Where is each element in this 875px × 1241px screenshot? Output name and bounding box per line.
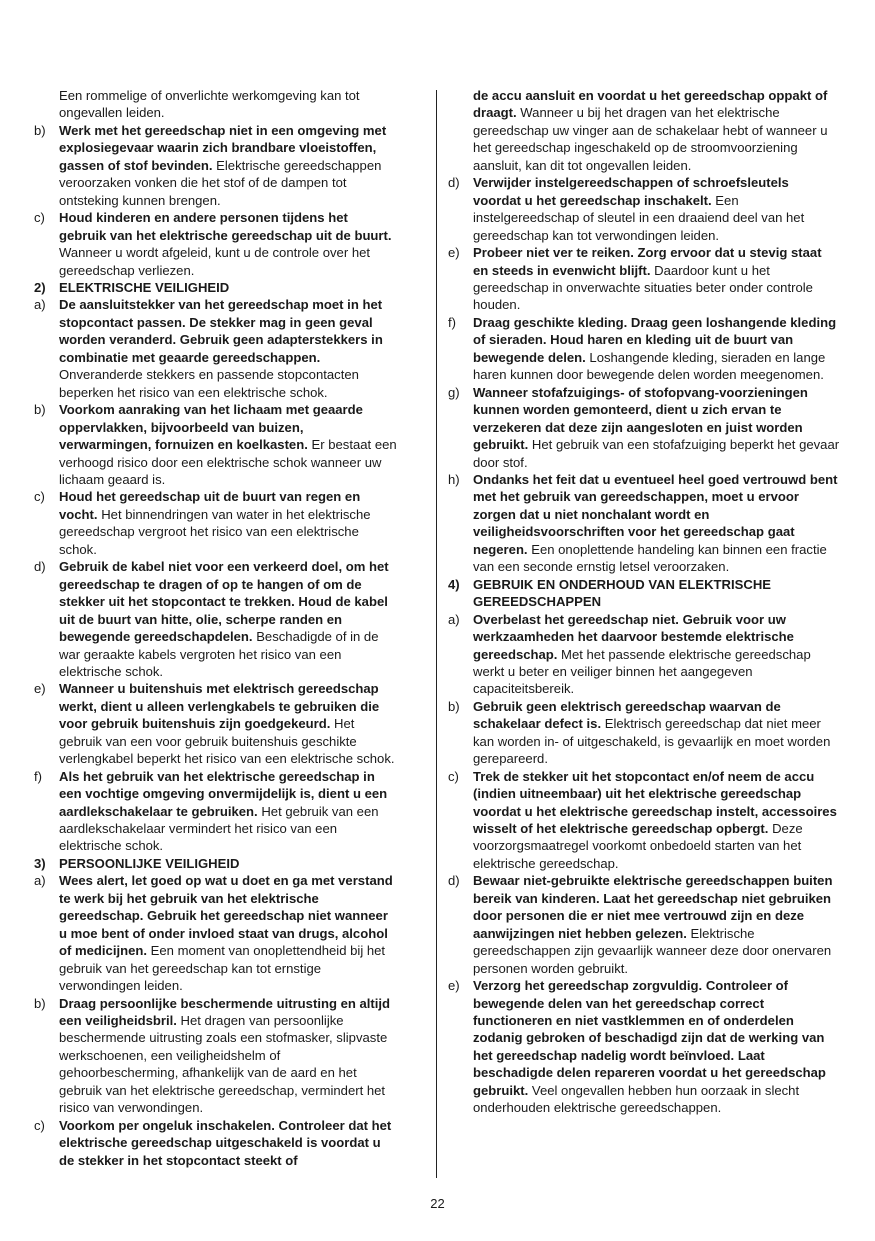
right-column (448, 87, 840, 1117)
item-label: b) (34, 995, 46, 1011)
item-text: Elektrisch gereedschap dat niet meer kan worden in- of uitgeschakeld, is gevaarlijk en moet worden gerepareerd. (473, 716, 831, 767)
item-text: Het dragen van persoonlijke beschermende uitrusting zoals een stofmasker, slipvaste werkschoenen, een veiligheidshelm of gehoorbescherming, afhankelijk van de aard en het gebruik van het elektrische gereedschap, vermindert het risico van verwondingen. (59, 1013, 388, 1116)
item-label: b) (34, 122, 46, 138)
item-label: 2) (34, 279, 46, 295)
item-text: Wanneer u bij het dragen van het elektrische gereedschap uw vinger aan de schakelaar hebt of wanneer u het gereedschap ingeschakeld op de stroomvoorziening aansluit, kan dit tot ongevallen leiden. (473, 105, 828, 173)
list-item (34, 995, 398, 1117)
item-text: Beschadigde of in de war geraakte kabels vergroten het risico van een elektrische schok. (59, 629, 379, 679)
list-item (448, 314, 840, 384)
item-bold-text: Trek de stekker uit het stopcontact en/of neem de accu (indien uitneembaar) uit het elektrische gereedschap voordat u het elektrische gereedschap instelt, accessoires wisselt of het elektrische gereedschap opbergt. (473, 768, 837, 837)
column-divider (436, 90, 437, 1178)
item-text: Het gebruik van een voor gebruik buitenshuis geschikte verlengkabel beperkt het risico van een elektrische schok. (59, 716, 395, 767)
item-label: c) (34, 210, 45, 226)
list-item (34, 1117, 398, 1169)
list-item (34, 488, 398, 558)
item-text: Elektrische gereedschappen zijn gevaarlijk wanneer deze door onervaren personen worden gebruikt. (473, 925, 832, 976)
item-text: Wanneer u wordt afgeleid, kunt u de controle over het gereedschap verliezen. (59, 245, 371, 278)
list-item (448, 768, 840, 873)
item-bold-text: Verzorg het gereedschap zorgvuldig. Controleer of bewegende delen van het gereedschap correct functioneren en niet vastklemmen en of onderdelen zodanig gebroken of beschadigd zijn dat de werking van het gereedschap nadelig wordt beïnvloed. Laat beschadigde delen repareren voordat u het gereedschap gebruikt. (473, 978, 826, 1098)
item-label: a) (34, 297, 46, 313)
item-label: e) (448, 978, 460, 994)
item-bold-text: Wanneer u buitenshuis met elektrisch gereedschap werkt, dient u alleen verlengkabels te gebruiken die voor gebruik buitenshuis zijn goedgekeurd. (59, 681, 380, 732)
item-label: d) (448, 175, 460, 191)
item-bold-text: ELEKTRISCHE VEILIGHEID (59, 279, 230, 295)
item-label: g) (448, 384, 460, 400)
item-label: b) (448, 698, 460, 714)
list-item (34, 296, 398, 401)
item-bold-text: Als het gebruik van het elektrische gereedschap in een vochtige omgeving onvermijdelijk is, dient u een aardlekschakelaar te gebruiken. (59, 768, 388, 819)
item-label: c) (34, 1117, 45, 1133)
item-label: 4) (448, 576, 460, 592)
item-label: f) (34, 768, 42, 784)
item-label: c) (34, 489, 45, 505)
list-item (448, 471, 840, 576)
item-bold-text: Draag persoonlijke beschermende uitrusting en altijd een veiligheidsbril. (59, 995, 391, 1029)
item-label: e) (34, 681, 46, 697)
item-bold-text: PERSOONLIJKE VEILIGHEID (59, 855, 240, 871)
item-label: f) (448, 314, 456, 330)
list-item (448, 611, 840, 698)
item-bold-text: Wees alert, let goed op wat u doet en ga met verstand te werk bij het gebruik van het elektrische gereedschap. Gebruik het gereedschap niet wanneer u moe bent of onder invloed staat van drugs, alcohol of medicijnen. (59, 873, 393, 959)
list-item (448, 977, 840, 1117)
item-text: Deze voorzorgsmaatregel voorkomt onbedoeld starten van het elektrische gereedschap. (473, 821, 803, 871)
item-bold-text: Voorkom aanraking van het lichaam met geaarde oppervlakken, bijvoorbeeld van buizen, verwarmingen, fornuizen en koelkasten. (59, 402, 363, 453)
item-text: Daardoor kunt u het gereedschap in onverwachte situaties beter onder controle houden. (473, 262, 813, 313)
item-bold-text: de accu aansluit en voordat u het gereedschap oppakt of draagt. (473, 88, 828, 121)
item-bold-text: Bewaar niet-gebruikte elektrische gereedschappen buiten bereik van kinderen. Laat het gereedschap niet gebruiken door personen die er niet mee vertrouwd zijn en deze aanwijzingen niet hebben gelezen. (473, 873, 833, 941)
item-bold-text: De aansluitstekker van het gereedschap moet in het stopcontact passen. De stekker mag in geen geval worden veranderd. Gebruik geen adapterstekkers in combinatie met geaarde gereedschappen. (59, 297, 383, 365)
item-text: Een instelgereedschap of sleutel in een draaiend deel van het gereedschap kan tot verwondingen leiden. (473, 192, 805, 243)
item-bold-text: Werk met het gereedschap niet in een omgeving met explosiegevaar waarin zich brandbare vloeistoffen, gassen of stof bevinden. (59, 122, 387, 173)
list-item (34, 680, 398, 767)
item-text: Het binnendringen van water in het elektrische gereedschap vergroot het risico van een elektrische schok. (59, 506, 371, 557)
list-item (448, 87, 840, 174)
item-label: c) (448, 768, 459, 784)
list-item (34, 209, 398, 279)
item-text: Het gebruik van een stofafzuiging beperkt het gevaar door stof. (473, 437, 840, 470)
list-item (34, 122, 398, 209)
item-text: Het gebruik van een aardlekschakelaar vermindert het risico van een elektrische schok. (59, 803, 379, 854)
section-heading (34, 279, 398, 296)
list-item (448, 384, 840, 471)
page-number: 22 (430, 1196, 445, 1211)
item-label: e) (448, 245, 460, 261)
item-label: 3) (34, 855, 46, 871)
item-text: Een moment van onoplettendheid bij het gebruik van het gereedschap kan tot ernstige verwondingen leiden. (59, 943, 386, 994)
list-item (34, 558, 398, 680)
item-bold-text: Overbelast het gereedschap niet. Gebruik voor uw werkzaamheden het daarvoor bestemde elektrische gereedschap. (473, 611, 794, 662)
list-item (448, 872, 840, 977)
list-item (34, 401, 398, 488)
item-text: Loshangende kleding, sieraden en lange haren kunnen door bewegende delen worden meegenomen. (473, 349, 826, 383)
list-item (34, 872, 398, 994)
list-item (448, 244, 840, 314)
item-label: a) (448, 611, 460, 627)
item-text: Er bestaat een verhoogd risico door een elektrische schok wanneer uw lichaam geaard is. (59, 437, 397, 487)
item-bold-text: GEBRUIK EN ONDERHOUD VAN ELEKTRISCHE GEREEDSCHAPPEN (473, 576, 772, 610)
item-label: d) (34, 559, 46, 575)
item-bold-text: Draag geschikte kleding. Draag geen loshangende kleding of sieraden. Houd haren en kleding uit de buurt van bewegende delen. (473, 314, 837, 365)
item-bold-text: Wanneer stofafzuigings- of stofopvang-voorzieningen kunnen worden gemonteerd, dient u zich ervan te verzekeren dat deze zijn aangesloten en juist worden gebruikt. (473, 384, 808, 453)
list-item (34, 768, 398, 855)
item-bold-text: Houd het gereedschap uit de buurt van regen en vocht. (59, 489, 361, 522)
item-bold-text: Gebruik geen elektrisch gereedschap waarvan de schakelaar defect is. (473, 698, 781, 732)
item-text: Met het passende elektrische gereedschap werkt u beter en veiliger binnen het aangegeven capaciteitsbereik. (473, 646, 811, 697)
item-bold-text: Houd kinderen en andere personen tijdens het gebruik van het elektrische gereedschap uit de buurt. (59, 210, 392, 243)
list-item (34, 87, 398, 122)
item-bold-text: Verwijder instelgereedschappen of schroefsleutels voordat u het gereedschap inschakelt. (473, 175, 789, 208)
item-text: Veel ongevallen hebben hun oorzaak in slecht onderhouden elektrische gereedschappen. (473, 1082, 800, 1116)
list-item (448, 174, 840, 244)
item-bold-text: Gebruik de kabel niet voor een verkeerd doel, om het gereedschap te dragen of op te hangen of om de stekker uit het stopcontact te trekken. Houd de kabel uit de buurt van hitte, olie, scherpe randen en bewegende gereedschapdelen. (59, 559, 389, 645)
item-bold-text: Probeer niet ver te reiken. Zorg ervoor dat u stevig staat en steeds in evenwicht blijft. (473, 245, 822, 278)
item-label: h) (448, 471, 460, 487)
item-label: d) (448, 873, 460, 889)
list-item (448, 698, 840, 768)
item-bold-text: Voorkom per ongeluk inschakelen. Controleer dat het elektrische gereedschap uitgeschakeld is voordat u de stekker in het stopcontact steekt of (59, 1117, 392, 1168)
item-text: Een onoplettende handeling kan binnen een fractie van een seconde ernstig letsel veroorzaken. (473, 541, 827, 575)
section-heading (448, 576, 840, 611)
item-text: Elektrische gereedschappen veroorzaken vonken die het stof of de dampen tot ontsteking kunnen brengen. (59, 157, 382, 208)
item-bold-text: Ondanks het feit dat u eventueel heel goed vertrouwd bent met het gebruik van gereedschappen, moet u ervoor zorgen dat u niet nonchalant wordt en veiligheidsvoorschriften voor het gereedschap gaat negeren. (473, 471, 838, 557)
left-column (34, 87, 398, 1169)
item-text: Onveranderde stekkers en passende stopcontacten beperken het risico van een elektrische schok. (59, 367, 359, 400)
item-text: Een rommelige of onverlichte werkomgeving kan tot ongevallen leiden. (59, 88, 360, 121)
section-heading (34, 855, 398, 872)
item-label: b) (34, 402, 46, 418)
item-label: a) (34, 873, 46, 889)
